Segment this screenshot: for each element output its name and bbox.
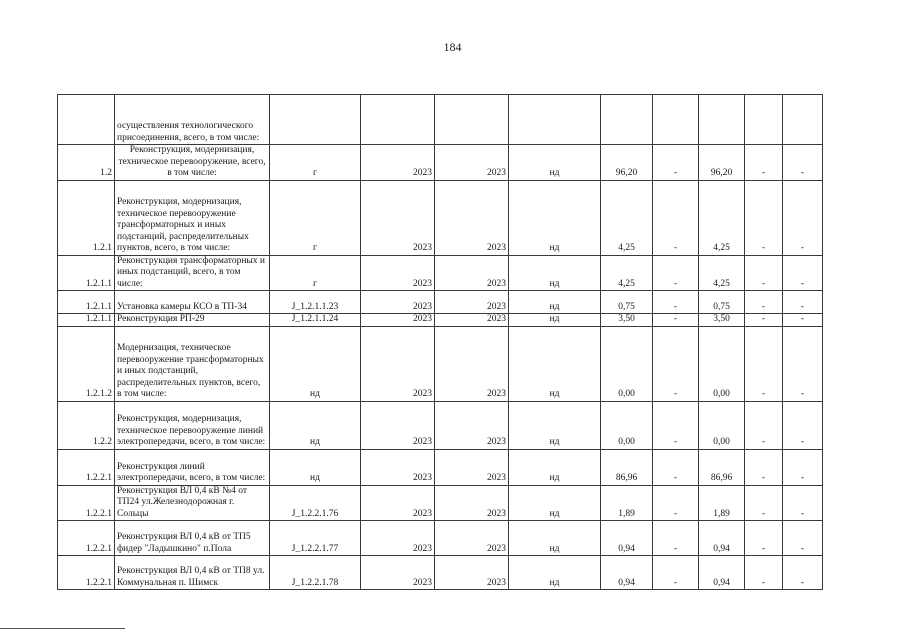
table-row: [58, 314, 823, 327]
cell-v1: 0,94: [601, 556, 653, 590]
table-row: [58, 95, 823, 145]
cell-code: 1.2.1.1: [58, 255, 115, 291]
cell-code: 1.2.2.1: [58, 556, 115, 590]
cell-v2: -: [653, 314, 699, 327]
table-row: [58, 401, 823, 449]
page-number: 184: [443, 40, 462, 54]
table-row: [58, 521, 823, 556]
cell-name: Реконструкция ВЛ 0,4 кВ от ТП5 фидер "Ладышкино" п.Пола: [115, 521, 270, 556]
cell-y1: 2023: [361, 401, 435, 449]
cell-code: 1.2.2: [58, 401, 115, 449]
cell-v4: -: [745, 449, 783, 485]
cell-name: Реконструкция РП-29: [115, 314, 270, 327]
cell-v4: -: [745, 145, 783, 181]
cell-y2: 2023: [435, 145, 509, 181]
cell-v3: 0,00: [699, 401, 745, 449]
table-row: [58, 556, 823, 590]
cell-id: г: [270, 255, 361, 291]
table-row: [58, 326, 823, 401]
cell-id: г: [270, 145, 361, 181]
cell-name: Реконструкция трансформаторных и иных подстанций, всего, в том числе:: [115, 255, 270, 291]
cell-v2: -: [653, 291, 699, 314]
cell-v3: 1,89: [699, 485, 745, 521]
investment-table: [57, 94, 823, 590]
cell-v4: -: [745, 255, 783, 291]
cell-v5: -: [783, 449, 823, 485]
cell-v1: 1,89: [601, 485, 653, 521]
footnote-separator: [0, 628, 125, 629]
cell-name: Реконструкция линий электропередачи, всего, в том числе:: [115, 449, 270, 485]
table-row: [58, 485, 823, 521]
cell-v1: 0,75: [601, 291, 653, 314]
cell-id: г: [270, 180, 361, 255]
cell-y1: 2023: [361, 145, 435, 181]
cell-v1: 96,20: [601, 145, 653, 181]
cell-v2: -: [653, 449, 699, 485]
cell-y1: 2023: [361, 326, 435, 401]
cell-v3: [699, 95, 745, 145]
cell-v5: -: [783, 556, 823, 590]
cell-v5: -: [783, 326, 823, 401]
cell-id: нд: [270, 326, 361, 401]
cell-id: J_1.2.1.1.23: [270, 291, 361, 314]
cell-v1: 0,00: [601, 326, 653, 401]
cell-code: 1.2.2.1: [58, 449, 115, 485]
cell-y2: 2023: [435, 291, 509, 314]
cell-code: 1.2.1: [58, 180, 115, 255]
cell-id: J_1.2.2.1.76: [270, 485, 361, 521]
cell-v5: -: [783, 291, 823, 314]
cell-v1: 4,25: [601, 255, 653, 291]
cell-v5: -: [783, 145, 823, 181]
cell-v4: -: [745, 556, 783, 590]
cell-y1: 2023: [361, 521, 435, 556]
cell-v2: [653, 95, 699, 145]
cell-v3: 0,00: [699, 326, 745, 401]
cell-unit: нд: [509, 326, 601, 401]
cell-unit: нд: [509, 521, 601, 556]
cell-code: 1.2.1.1: [58, 314, 115, 327]
cell-v3: 4,25: [699, 255, 745, 291]
cell-unit: нд: [509, 401, 601, 449]
cell-v1: 0,94: [601, 521, 653, 556]
cell-code: 1.2: [58, 145, 115, 181]
cell-v3: 96,20: [699, 145, 745, 181]
cell-name: Установка камеры КСО в ТП-34: [115, 291, 270, 314]
table-row: [58, 255, 823, 291]
cell-unit: нд: [509, 485, 601, 521]
cell-v1: 0,00: [601, 401, 653, 449]
cell-v4: -: [745, 485, 783, 521]
cell-v4: -: [745, 291, 783, 314]
cell-v4: -: [745, 521, 783, 556]
cell-y2: 2023: [435, 314, 509, 327]
cell-id: J_1.2.1.1.24: [270, 314, 361, 327]
cell-name: Реконструкция, модернизация, техническое перевооружение линий электропередачи, всего, в том числе:: [115, 401, 270, 449]
cell-code: 1.2.2.1: [58, 485, 115, 521]
cell-v1: 4,25: [601, 180, 653, 255]
cell-v2: -: [653, 145, 699, 181]
cell-v1: [601, 95, 653, 145]
cell-y2: 2023: [435, 401, 509, 449]
cell-y1: 2023: [361, 485, 435, 521]
cell-y1: 2023: [361, 255, 435, 291]
cell-v3: 86,96: [699, 449, 745, 485]
cell-code: 1.2.2.1: [58, 521, 115, 556]
cell-v1: 3,50: [601, 314, 653, 327]
cell-y1: 2023: [361, 314, 435, 327]
cell-name: Реконструкция, модернизация, техническое перевооружение трансформаторных и иных подстанций, распределительных пунктов, всего, в том числе:: [115, 180, 270, 255]
cell-id: [270, 95, 361, 145]
cell-v5: -: [783, 401, 823, 449]
cell-y1: 2023: [361, 449, 435, 485]
cell-y1: [361, 95, 435, 145]
cell-unit: нд: [509, 180, 601, 255]
cell-v2: -: [653, 556, 699, 590]
cell-y1: 2023: [361, 291, 435, 314]
cell-v5: -: [783, 314, 823, 327]
cell-v3: 4,25: [699, 180, 745, 255]
cell-y2: 2023: [435, 449, 509, 485]
cell-v3: 3,50: [699, 314, 745, 327]
cell-v3: 0,75: [699, 291, 745, 314]
cell-v4: -: [745, 401, 783, 449]
cell-v5: -: [783, 180, 823, 255]
cell-v1: 86,96: [601, 449, 653, 485]
cell-y2: [435, 95, 509, 145]
cell-v4: -: [745, 314, 783, 327]
cell-y2: 2023: [435, 180, 509, 255]
table-row: [58, 449, 823, 485]
cell-name: Модернизация, техническое перевооружение трансформаторных и иных подстанций, распределительных пунктов, всего, в том числе:: [115, 326, 270, 401]
cell-unit: нд: [509, 291, 601, 314]
cell-v5: -: [783, 521, 823, 556]
cell-code: [58, 95, 115, 145]
cell-code: 1.2.1.1: [58, 291, 115, 314]
cell-id: J_1.2.2.1.78: [270, 556, 361, 590]
cell-name: Реконструкция, модернизация, техническое перевооружение, всего, в том числе:: [115, 145, 270, 181]
cell-v5: -: [783, 255, 823, 291]
cell-y2: 2023: [435, 326, 509, 401]
cell-id: J_1.2.2.1.77: [270, 521, 361, 556]
table-row: [58, 145, 823, 181]
cell-v5: -: [783, 485, 823, 521]
cell-name: Реконструкция ВЛ 0,4 кВ №4 от ТП24 ул.Железнодорожная г. Сольцы: [115, 485, 270, 521]
cell-v2: -: [653, 485, 699, 521]
cell-unit: нд: [509, 145, 601, 181]
cell-y2: 2023: [435, 521, 509, 556]
cell-v3: 0,94: [699, 521, 745, 556]
cell-unit: нд: [509, 449, 601, 485]
cell-v5: [783, 95, 823, 145]
cell-v2: -: [653, 180, 699, 255]
cell-y2: 2023: [435, 255, 509, 291]
table-row: [58, 180, 823, 255]
cell-v4: -: [745, 180, 783, 255]
cell-v2: -: [653, 401, 699, 449]
table-row: [58, 291, 823, 314]
cell-v2: -: [653, 521, 699, 556]
cell-y1: 2023: [361, 180, 435, 255]
cell-v2: -: [653, 326, 699, 401]
cell-unit: нд: [509, 556, 601, 590]
cell-id: нд: [270, 449, 361, 485]
cell-v4: [745, 95, 783, 145]
cell-id: нд: [270, 401, 361, 449]
cell-v3: 0,94: [699, 556, 745, 590]
cell-code: 1.2.1.2: [58, 326, 115, 401]
cell-v4: -: [745, 326, 783, 401]
cell-y2: 2023: [435, 556, 509, 590]
cell-unit: нд: [509, 255, 601, 291]
cell-y1: 2023: [361, 556, 435, 590]
cell-name: осуществления технологического присоединения, всего, в том числе:: [115, 95, 270, 145]
cell-unit: [509, 95, 601, 145]
cell-unit: нд: [509, 314, 601, 327]
cell-y2: 2023: [435, 485, 509, 521]
cell-v2: -: [653, 255, 699, 291]
cell-name: Реконструкция ВЛ 0,4 кВ от ТП8 ул. Коммунальная п. Шимск: [115, 556, 270, 590]
